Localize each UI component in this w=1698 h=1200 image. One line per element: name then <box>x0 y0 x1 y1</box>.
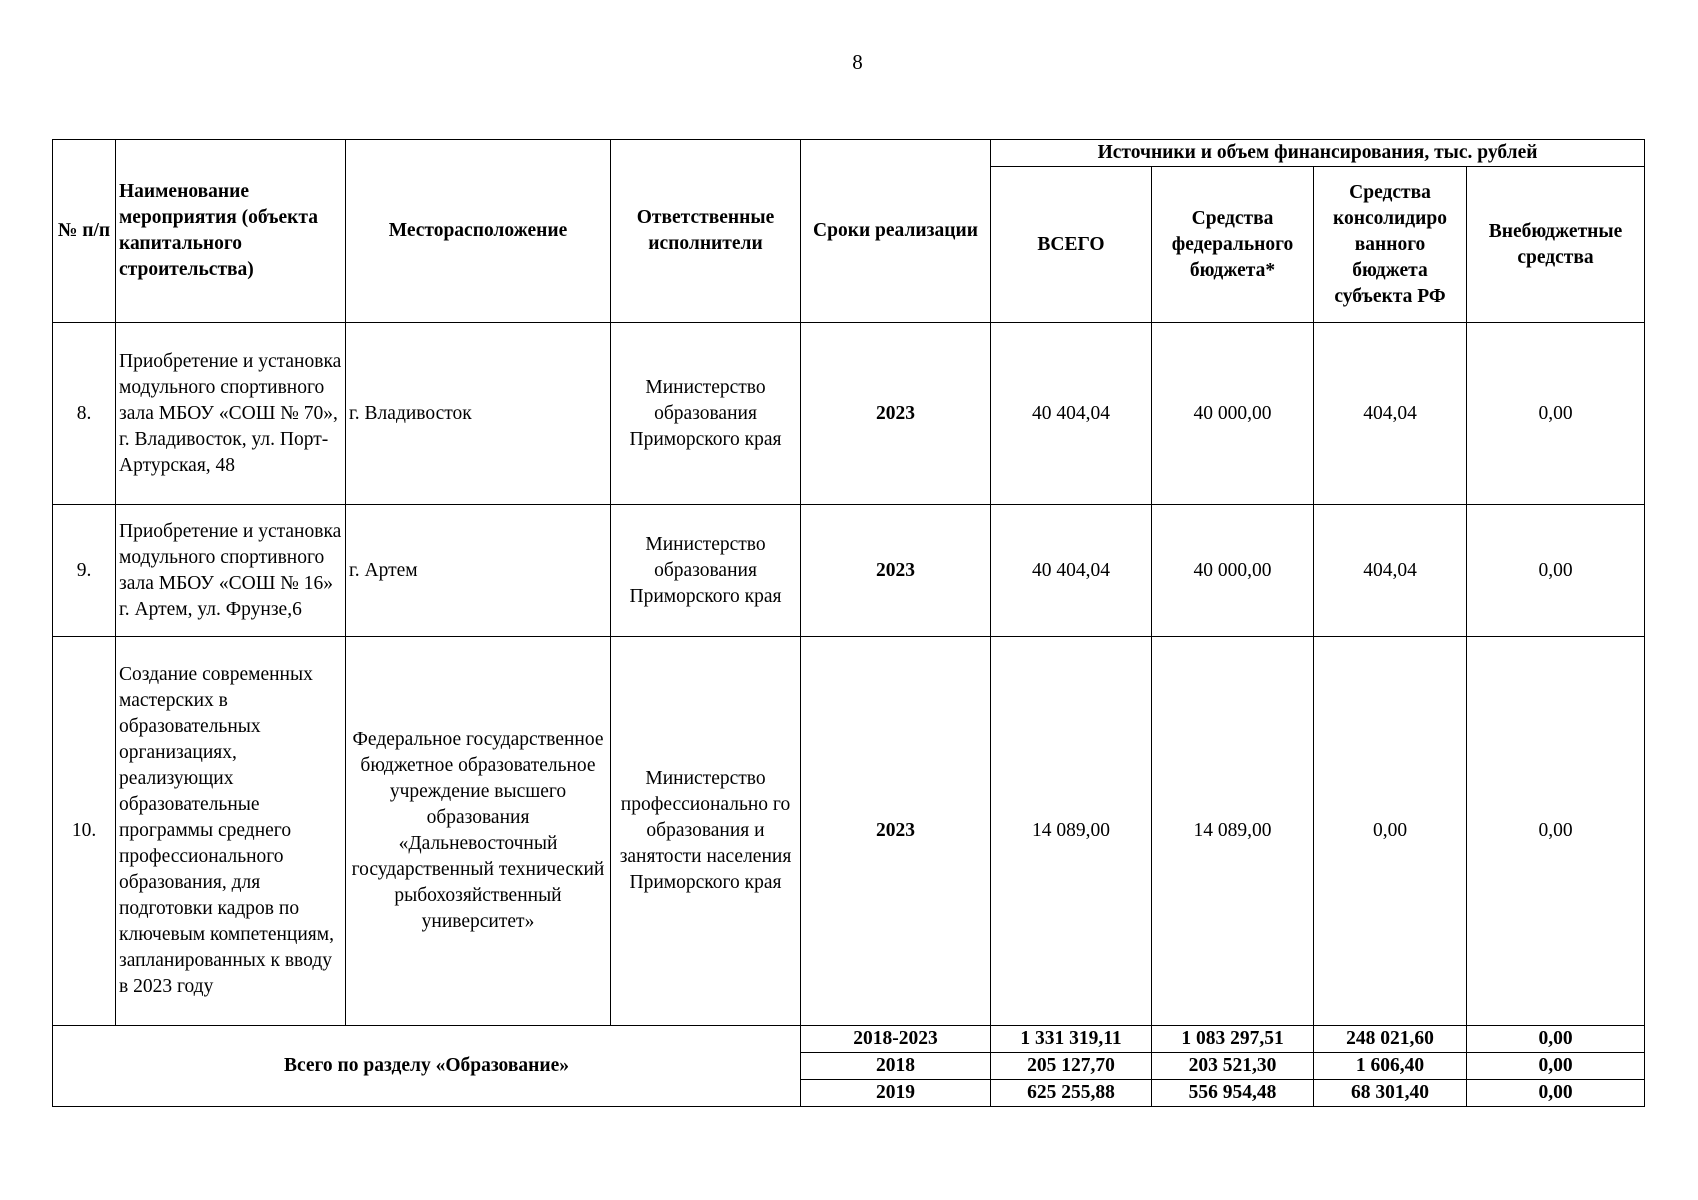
header-federal: Средства федерального бюджета* <box>1152 167 1314 323</box>
header-funding-group: Источники и объем финансирования, тыс. рублей <box>991 140 1645 167</box>
row-name: Создание современных мастерских в образовательных организациях, реализующих образовательные программы среднего профессионального образования, для подготовки кадров по ключевым компетенциям, запланированных к вводу в 2023 году <box>116 637 346 1026</box>
header-name: Наименование мероприятия (объекта капитального строительства) <box>116 140 346 323</box>
row-extrabudget: 0,00 <box>1467 323 1645 505</box>
row-extrabudget: 0,00 <box>1467 637 1645 1026</box>
totals-total: 205 127,70 <box>991 1053 1152 1080</box>
row-period: 2023 <box>801 323 991 505</box>
totals-consolidated: 68 301,40 <box>1314 1080 1467 1107</box>
row-total: 40 404,04 <box>991 505 1152 637</box>
header-consolidated: Средства консолидиро ванного бюджета субъекта РФ <box>1314 167 1467 323</box>
header-total: ВСЕГО <box>991 167 1152 323</box>
totals-consolidated: 248 021,60 <box>1314 1026 1467 1053</box>
header-extrabudget: Внебюджетные средства <box>1467 167 1645 323</box>
totals-period: 2019 <box>801 1080 991 1107</box>
row-total: 40 404,04 <box>991 323 1152 505</box>
header-period: Сроки реализации <box>801 140 991 323</box>
totals-federal: 1 083 297,51 <box>1152 1026 1314 1053</box>
table-row <box>53 505 1645 637</box>
row-federal: 40 000,00 <box>1152 505 1314 637</box>
row-num: 9. <box>53 505 116 637</box>
header-location: Месторасположение <box>346 140 611 323</box>
totals-row <box>53 1026 1645 1053</box>
totals-extrabudget: 0,00 <box>1467 1026 1645 1053</box>
table-row <box>53 637 1645 1026</box>
header-row-top <box>53 140 1645 167</box>
header-responsible: Ответственные исполнители <box>611 140 801 323</box>
header-num: № п/п <box>53 140 116 323</box>
totals-period: 2018-2023 <box>801 1026 991 1053</box>
row-consolidated: 404,04 <box>1314 323 1467 505</box>
row-extrabudget: 0,00 <box>1467 505 1645 637</box>
row-location: г. Артем <box>346 505 611 637</box>
row-period: 2023 <box>801 637 991 1026</box>
table-row <box>53 323 1645 505</box>
totals-consolidated: 1 606,40 <box>1314 1053 1467 1080</box>
totals-total: 1 331 319,11 <box>991 1026 1152 1053</box>
row-location: г. Владивосток <box>346 323 611 505</box>
totals-period: 2018 <box>801 1053 991 1080</box>
row-federal: 14 089,00 <box>1152 637 1314 1026</box>
totals-label: Всего по разделу «Образование» <box>53 1026 801 1107</box>
row-consolidated: 0,00 <box>1314 637 1467 1026</box>
financing-table <box>52 139 1645 1107</box>
totals-total: 625 255,88 <box>991 1080 1152 1107</box>
row-consolidated: 404,04 <box>1314 505 1467 637</box>
row-period: 2023 <box>801 505 991 637</box>
row-responsible: Министерство профессионально го образования и занятости населения Приморского края <box>611 637 801 1026</box>
totals-federal: 556 954,48 <box>1152 1080 1314 1107</box>
totals-federal: 203 521,30 <box>1152 1053 1314 1080</box>
row-num: 8. <box>53 323 116 505</box>
page-number: 8 <box>852 50 863 74</box>
row-total: 14 089,00 <box>991 637 1152 1026</box>
row-responsible: Министерство образования Приморского края <box>611 505 801 637</box>
row-location: Федеральное государственное бюджетное образовательное учреждение высшего образования «Дальневосточный государственный технический рыбохозяйственный университет» <box>346 637 611 1026</box>
row-name: Приобретение и установка модульного спортивного зала МБОУ «СОШ № 70», г. Владивосток, ул. Порт-Артурская, 48 <box>116 323 346 505</box>
totals-extrabudget: 0,00 <box>1467 1053 1645 1080</box>
row-num: 10. <box>53 637 116 1026</box>
row-name: Приобретение и установка модульного спортивного зала МБОУ «СОШ № 16» г. Артем, ул. Фрунзе,6 <box>116 505 346 637</box>
row-federal: 40 000,00 <box>1152 323 1314 505</box>
totals-extrabudget: 0,00 <box>1467 1080 1645 1107</box>
row-responsible: Министерство образования Приморского края <box>611 323 801 505</box>
